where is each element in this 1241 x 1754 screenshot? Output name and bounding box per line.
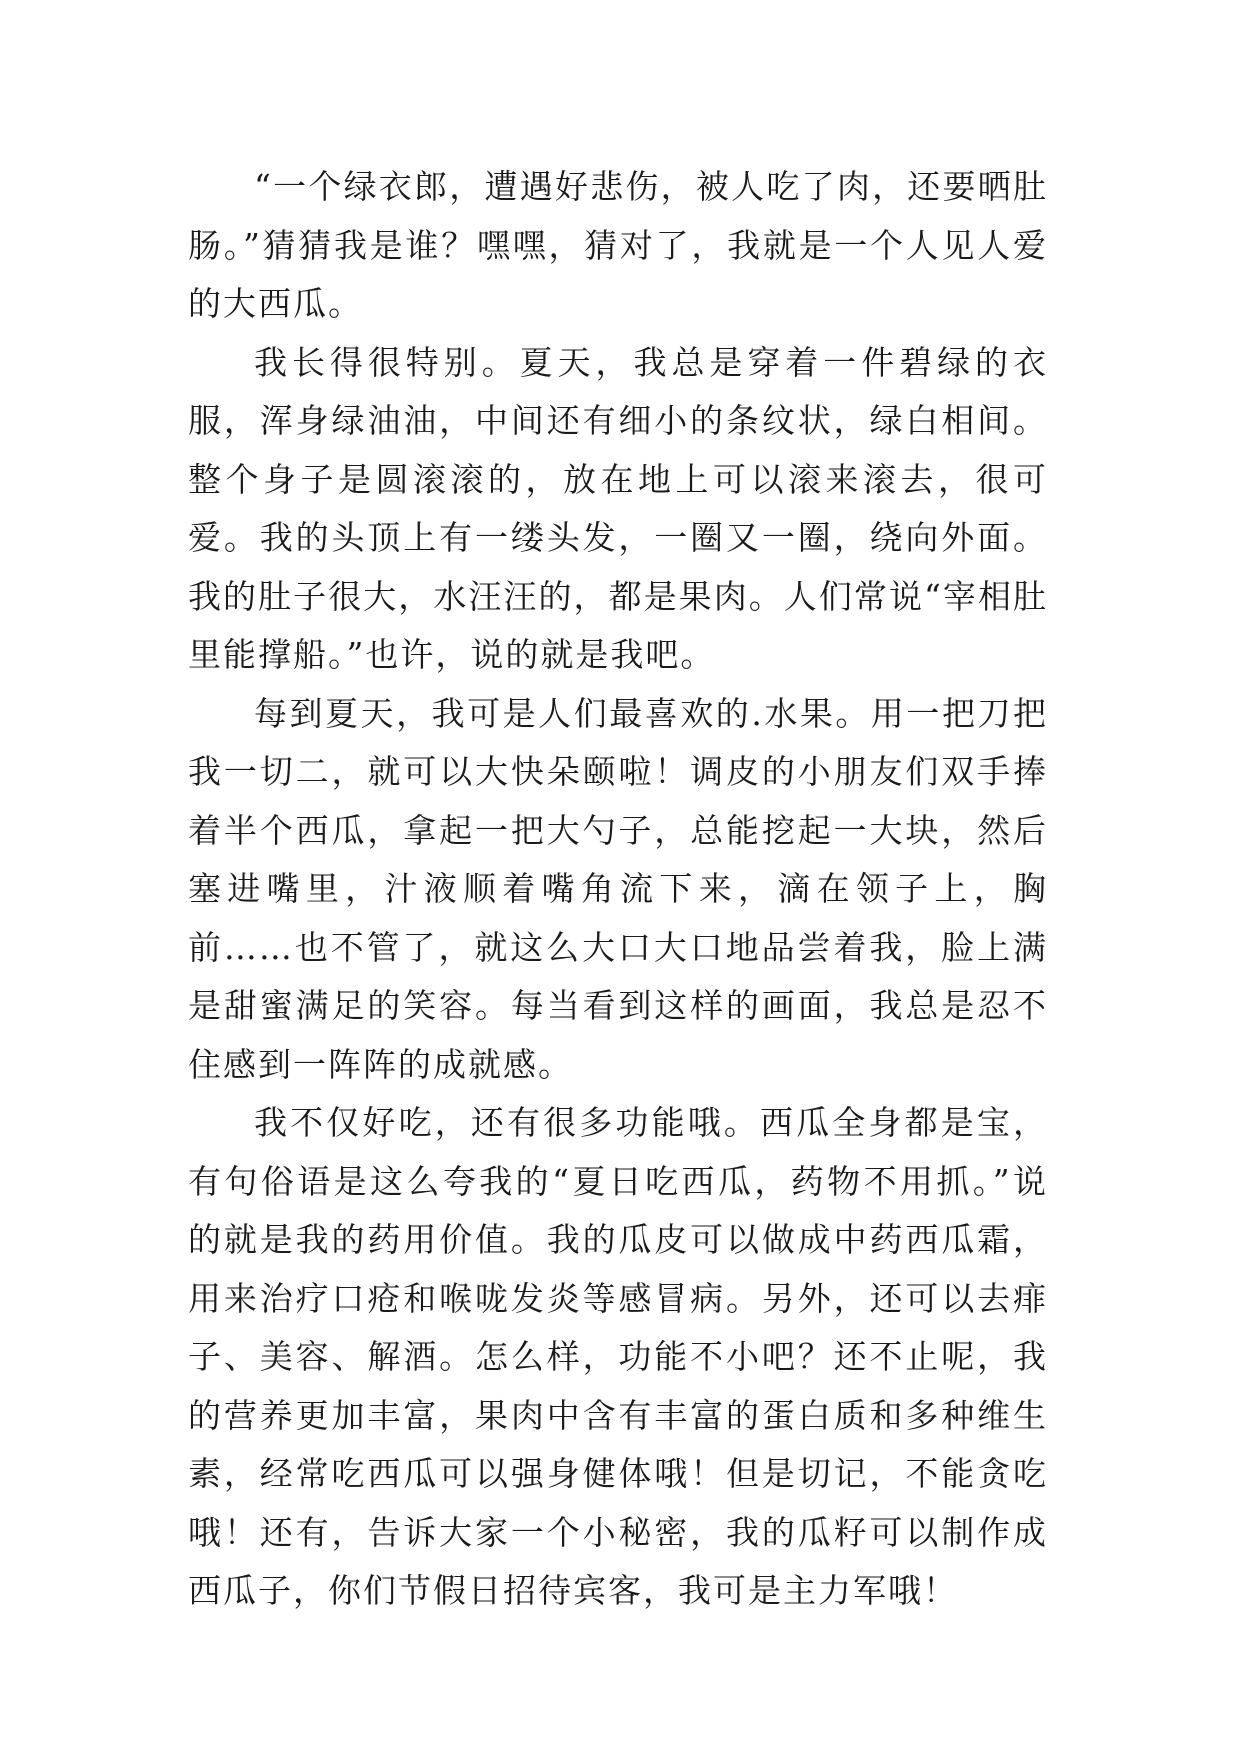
paragraph-functions: 我不仅好吃，还有很多功能哦。西瓜全身都是宝，有句俗语是这么夸我的“夏日吃西瓜，药物不用抓。”说的就是我的药用价值。我的瓜皮可以做成中药西瓜霜，用来治疗口疮和喉咙发炎等感冒病。另外，还可以去痱子、美容、解酒。怎么样，功能不小吧？还不止呢，我的营养更加丰富，果肉中含有丰富的蛋白质和多种维生素，经常吃西瓜可以强身健体哦！但是切记，不能贪吃哦！还有，告诉大家一个小秘密，我的瓜籽可以制作成西瓜子，你们节假日招待宾客，我可是主力军哦！ bbox=[188, 1103, 1048, 1610]
paragraph-summer: 每到夏天，我可是人们最喜欢的.水果。用一把刀把我一切二，就可以大快朵颐啦！调皮的小朋友们双手捧着半个西瓜，拿起一把大勺子，总能挖起一大块，然后塞进嘴里，汁液顺着嘴角流下来，滴在领子上，胸前……也不管了，就这么大口大口地品尝着我，脸上满是甜蜜满足的笑容。每当看到这样的画面，我总是忍不住感到一阵阵的成就感。 bbox=[188, 693, 1048, 1084]
paragraph-intro: “一个绿衣郎，遭遇好悲伤，被人吃了肉，还要晒肚肠。”猜猜我是谁？嘿嘿，猜对了，我就是一个人见人爱的大西瓜。 bbox=[188, 167, 1048, 323]
document-body bbox=[188, 158, 1048, 1621]
paragraph-appearance: 我长得很特别。夏天，我总是穿着一件碧绿的衣服，浑身绿油油，中间还有细小的条纹状，绿白相间。整个身子是圆滚滚的，放在地上可以滚来滚去，很可爱。我的头顶上有一缕头发，一圈又一圈，绕向外面。我的肚子很大，水汪汪的，都是果肉。人们常说“宰相肚里能撑船。”也许，说的就是我吧。 bbox=[188, 342, 1048, 674]
